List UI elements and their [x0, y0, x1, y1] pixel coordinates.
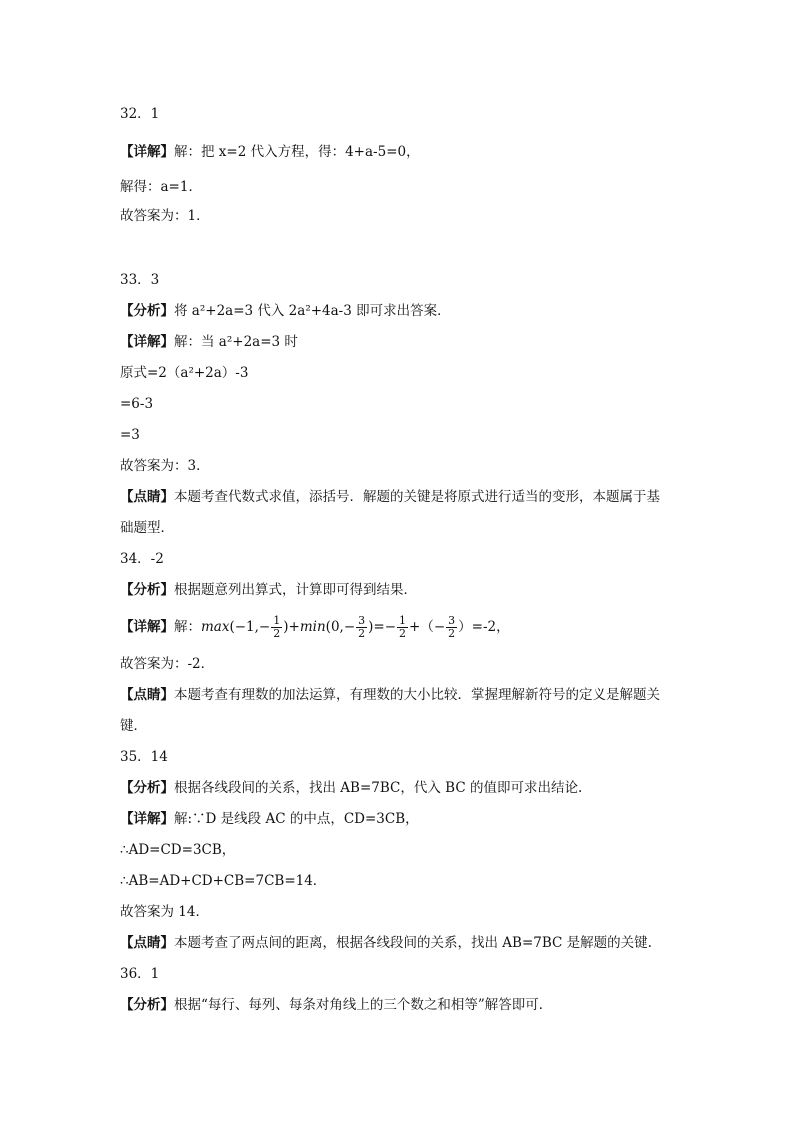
fraction-a-num: 1	[273, 614, 281, 627]
formula-result: ）=-2，	[458, 619, 510, 635]
comment-tag: 【点睛】	[120, 935, 174, 951]
q35-comment-line	[120, 934, 652, 952]
fraction-d	[446, 615, 457, 640]
fraction-c-den: 2	[399, 627, 407, 640]
detail-tag: 【详解】	[120, 144, 174, 160]
q35-final: 故答案为 14．	[120, 904, 209, 920]
q34-comment-2: 键．	[120, 718, 147, 734]
formula-eq: )=−	[368, 619, 397, 635]
q33-detail-line	[120, 333, 298, 351]
max-function: max	[201, 619, 230, 635]
analysis-tag: 【分析】	[120, 582, 174, 598]
q33-analysis-line	[120, 302, 451, 320]
q33-comment-1: 本题考查代数式求值，添括号．解题的关键是将原式进行适当的变形，本题属于基	[174, 489, 660, 505]
detail-tag: 【详解】	[120, 811, 174, 827]
fraction-a-den: 2	[273, 627, 281, 640]
fraction-d-den: 2	[448, 627, 456, 640]
fraction-b-den: 2	[358, 627, 366, 640]
min-function: min	[299, 619, 326, 635]
fraction-a	[271, 615, 282, 640]
q32-detail-line	[120, 143, 420, 161]
max-args: (−1,−	[229, 619, 271, 635]
detail-tag: 【详解】	[120, 334, 174, 350]
q36-analysis: 根据“每行、每列、每条对角线上的三个数之和相等”解答即可．	[174, 997, 553, 1013]
detail-tag: 【详解】	[120, 619, 174, 635]
formula-plus: +（−	[409, 619, 446, 635]
fraction-d-num: 3	[448, 614, 456, 627]
q34-comment-line	[120, 686, 660, 704]
q35-detail: 解:∵D 是线段 AC 的中点，CD=3CB，	[174, 811, 419, 827]
q33-analysis: 将 a²+2a=3 代入 2a²+4a-3 即可求出答案．	[174, 303, 451, 319]
comment-tag: 【点睛】	[120, 489, 174, 505]
q34-detail-line	[120, 612, 510, 642]
q35-answer: 35．14	[120, 749, 168, 765]
fraction-c	[397, 615, 408, 640]
q33-comment-2: 础题型．	[120, 520, 174, 536]
q35-detail-line	[120, 810, 419, 828]
q32-final: 故答案为：1．	[120, 208, 210, 224]
q36-analysis-line	[120, 996, 552, 1014]
fraction-c-num: 1	[399, 614, 407, 627]
formula-mid: )+	[283, 619, 300, 635]
q34-detail-prefix: 解：	[174, 619, 201, 635]
analysis-tag: 【分析】	[120, 303, 174, 319]
q33-detail: 解：当 a²+2a=3 时	[174, 334, 298, 350]
q33-answer: 33．3	[120, 272, 160, 288]
q34-final: 故答案为：-2．	[120, 656, 215, 672]
analysis-tag: 【分析】	[120, 780, 174, 796]
q33-step3: =3	[120, 427, 140, 443]
q32-solve: 解得：a=1．	[120, 179, 202, 195]
q35-step1: ∴AD=CD=3CB，	[120, 842, 236, 858]
q34-answer: 34．-2	[120, 551, 164, 567]
q33-step1: 原式=2（a²+2a）-3	[120, 365, 249, 381]
q32-detail: 解：把 x=2 代入方程，得：4+a-5=0，	[174, 144, 420, 160]
q34-analysis-line	[120, 581, 417, 599]
q35-analysis: 根据各线段间的关系，找出 AB=7BC，代入 BC 的值即可求出结论.	[174, 780, 583, 796]
q33-step2: =6-3	[120, 396, 154, 412]
fraction-b-num: 3	[358, 614, 366, 627]
q34-comment-1: 本题考查有理数的加法运算，有理数的大小比较．掌握理解新符号的定义是解题关	[174, 687, 660, 703]
q35-analysis-line	[120, 779, 582, 797]
comment-tag: 【点睛】	[120, 687, 174, 703]
q36-answer: 36．1	[120, 966, 160, 982]
q32-answer: 32．1	[120, 106, 160, 122]
analysis-tag: 【分析】	[120, 997, 174, 1013]
min-args: (0,−	[325, 619, 356, 635]
q33-comment-line	[120, 488, 660, 506]
fraction-b	[356, 615, 367, 640]
q35-comment: 本题考查了两点间的距离，根据各线段间的关系，找出 AB=7BC 是解题的关键.	[174, 935, 652, 951]
q33-final: 故答案为：3．	[120, 458, 210, 474]
q35-step2: ∴AB=AD+CD+CB=7CB=14．	[120, 873, 327, 889]
q34-analysis: 根据题意列出算式，计算即可得到结果．	[174, 582, 417, 598]
